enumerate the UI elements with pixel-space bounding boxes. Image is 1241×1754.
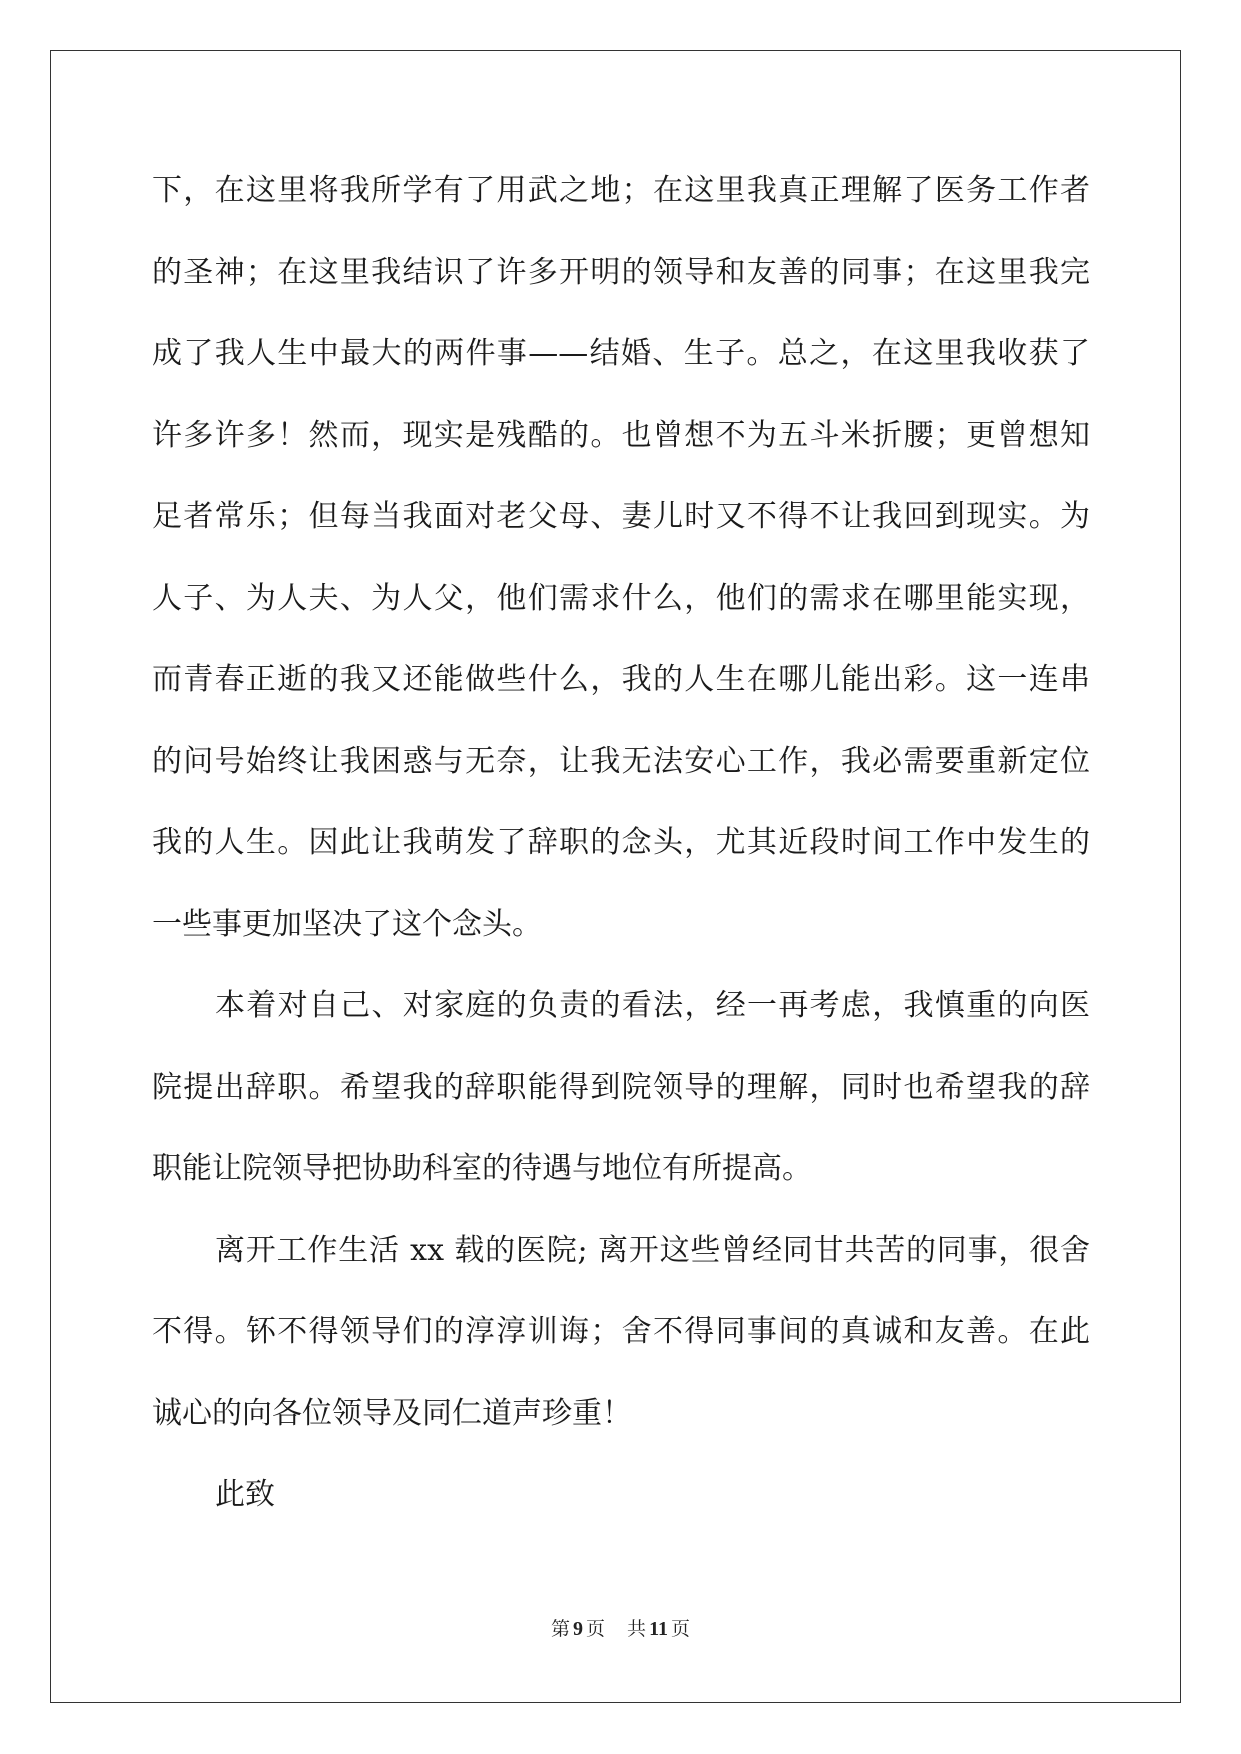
document-body — [152, 164, 1090, 1550]
text-line: 诚心的向各位领导及同仁道声珍重！ — [152, 1395, 632, 1431]
page-suffix: 页 — [586, 1618, 606, 1640]
total-suffix: 页 — [670, 1618, 690, 1640]
total-prefix: 共 — [627, 1618, 647, 1640]
text-line: 许多许多！然而，现实是残酷的。也曾想不为五斗米折腰；更曾想知 — [152, 417, 1090, 453]
text-line: 人子、为人夫、为人父，他们需求什么，他们的需求在哪里能实现， — [152, 580, 1090, 616]
text-line: 下，在这里将我所学有了用武之地；在这里我真正理解了医务工作者 — [152, 173, 1090, 208]
text-line: 成了我人生中最大的两件事——结婚、生子。总之，在这里我收获了 — [152, 336, 1090, 371]
text-line: 一些事更加坚决了这个念头。 — [152, 906, 542, 942]
text-line: 的问号始终让我困惑与无奈，让我无法安心工作，我必需要重新定位 — [152, 743, 1090, 779]
text-line: 足者常乐；但每当我面对老父母、妻儿时又不得不让我回到现实。为 — [152, 499, 1090, 534]
page-prefix: 第 — [551, 1618, 571, 1640]
closing-salutation: 此致 — [215, 1477, 275, 1512]
paragraph-start-line: 离开工作生活 xx 载的医院; 离开这些曾经同甘共苦的同事，很舍 — [215, 1232, 1090, 1268]
text-line: 职能让院领导把协助科室的待遇与地位有所提高。 — [152, 1151, 812, 1186]
page-footer — [0, 1614, 1241, 1641]
page-number: 9 — [573, 1618, 584, 1640]
text-line: 不得。钚不得领导们的淳淳训诲；舍不得同事间的真诚和友善。在此 — [152, 1314, 1090, 1349]
total-pages: 11 — [649, 1618, 668, 1640]
text-line: 我的人生。因此让我萌发了辞职的念头，尤其近段时间工作中发生的 — [152, 825, 1090, 860]
text-line: 的圣神；在这里我结识了许多开明的领导和友善的同事；在这里我完 — [152, 254, 1090, 290]
text-line: 而青春正逝的我又还能做些什么，我的人生在哪儿能出彩。这一连串 — [152, 662, 1090, 697]
text-line: 院提出辞职。希望我的辞职能得到院领导的理解，同时也希望我的辞 — [152, 1069, 1090, 1105]
paragraph-start-line: 本着对自己、对家庭的负责的看法，经一再考虑，我慎重的向医 — [215, 988, 1090, 1023]
